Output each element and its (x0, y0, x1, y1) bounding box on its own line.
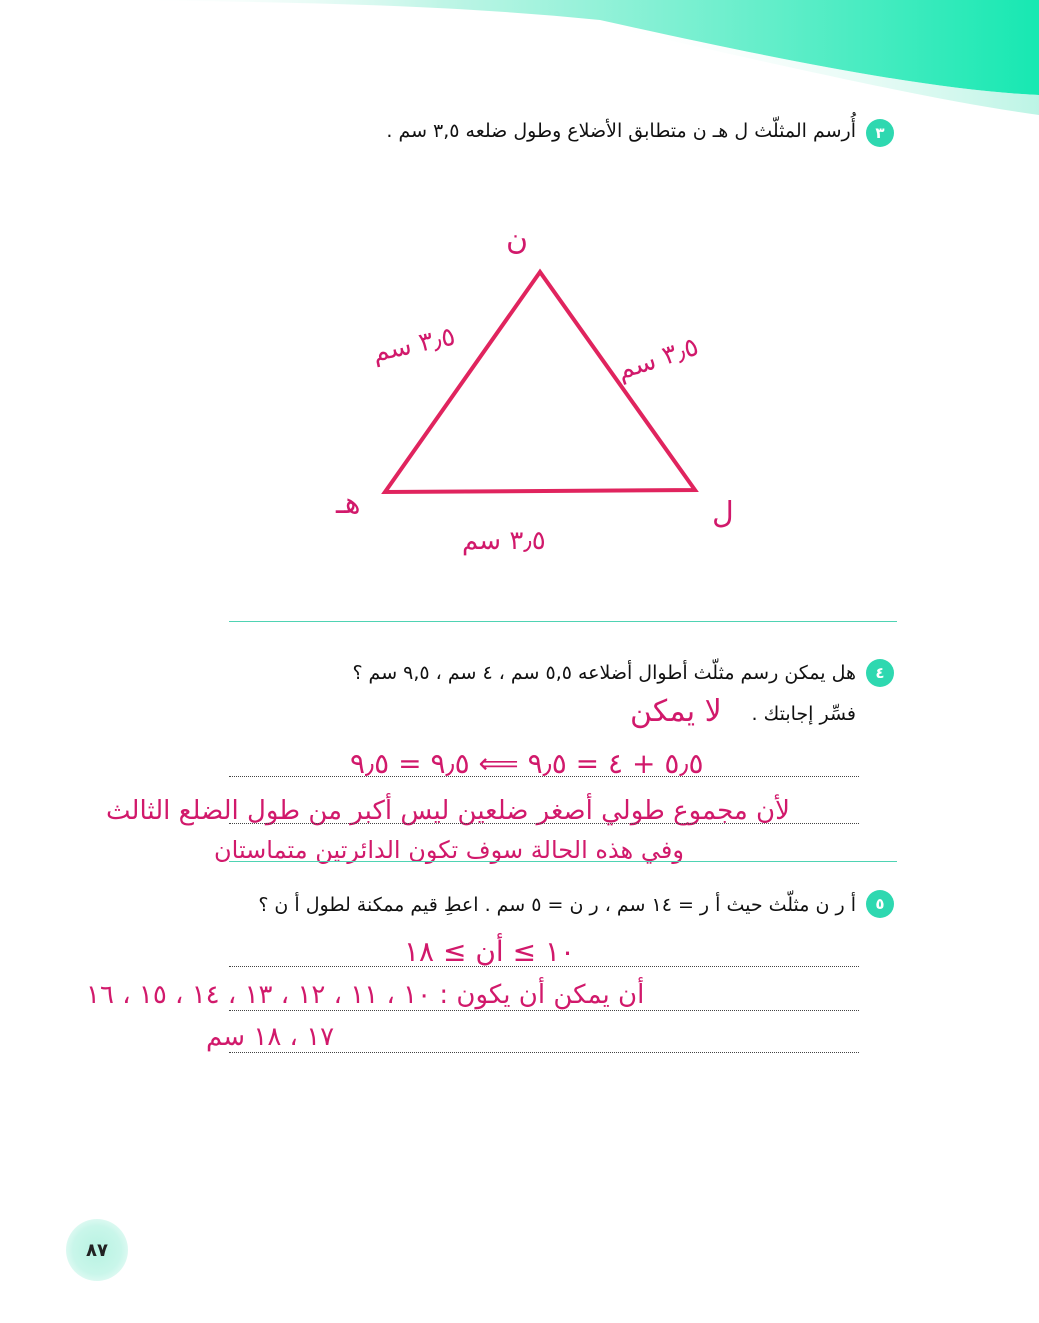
question-5-work-line-3: ١٧ ، ١٨ سم (206, 1022, 335, 1052)
header-wave-decoration (0, 0, 1039, 130)
question-5-text: أ ر ن مثلّث حيث أ ر = ١٤ سم ، ر ن = ٥ سم . اعطِ قيم ممكنة لطول أ ن ؟ (258, 894, 856, 916)
question-4-work-line-2: لأن مجموع طولي أصغر ضلعين ليس أكبر من طول الضلع الثالث (106, 796, 790, 826)
vertex-label-left: هـ (336, 486, 361, 521)
question-4-badge: ٤ (866, 659, 894, 687)
side-label-left: ٣٫٥ سم (369, 321, 458, 369)
question-5-badge: ٥ (866, 890, 894, 918)
answer-line (229, 1052, 859, 1053)
question-3-text: أُرسم المثلّث ل هـ ن متطابق الأضلاع وطول ضلعه ٣,٥ سم . (386, 120, 856, 142)
vertex-label-right: ل (712, 496, 734, 531)
triangle-shape (385, 272, 695, 492)
vertex-label-top: ن (506, 222, 529, 257)
question-5-work-line-2: أن يمكن أن يكون : ١٠ ، ١١ ، ١٢ ، ١٣ ، ١٤ ، ١٥ ، ١٦ (86, 980, 645, 1010)
question-3-badge: ٣ (866, 119, 894, 147)
answer-line (229, 1010, 859, 1011)
question-4-text: هل يمكن رسم مثلّث أطوال أضلاعه ٥,٥ سم ، ٤ سم ، ٩,٥ سم ؟ (352, 662, 856, 684)
question-4-answer: لا يمكن (630, 694, 722, 729)
answer-line (229, 823, 859, 824)
question-4-prompt: فسِّر إجابتك . (751, 703, 856, 725)
question-5-work-line-1: ١٠ ≥ أن ≥ ١٨ (404, 935, 576, 968)
side-label-bottom: ٣٫٥ سم (462, 526, 546, 556)
page-number: ٨٧ (66, 1219, 128, 1281)
question-4-work-line-3: وفي هذه الحالة سوف تكون الدائرتين متماستان (214, 836, 684, 864)
question-4-work-line-1: ٥٫٥ + ٤ = ٩٫٥ ⟸ ٩٫٥ = ٩٫٥ (350, 747, 704, 780)
section-divider-2 (229, 861, 897, 862)
section-divider-1 (229, 621, 897, 622)
answer-line (229, 776, 859, 777)
side-label-right: ٣٫٥ سم (613, 331, 703, 387)
answer-line (229, 966, 859, 967)
